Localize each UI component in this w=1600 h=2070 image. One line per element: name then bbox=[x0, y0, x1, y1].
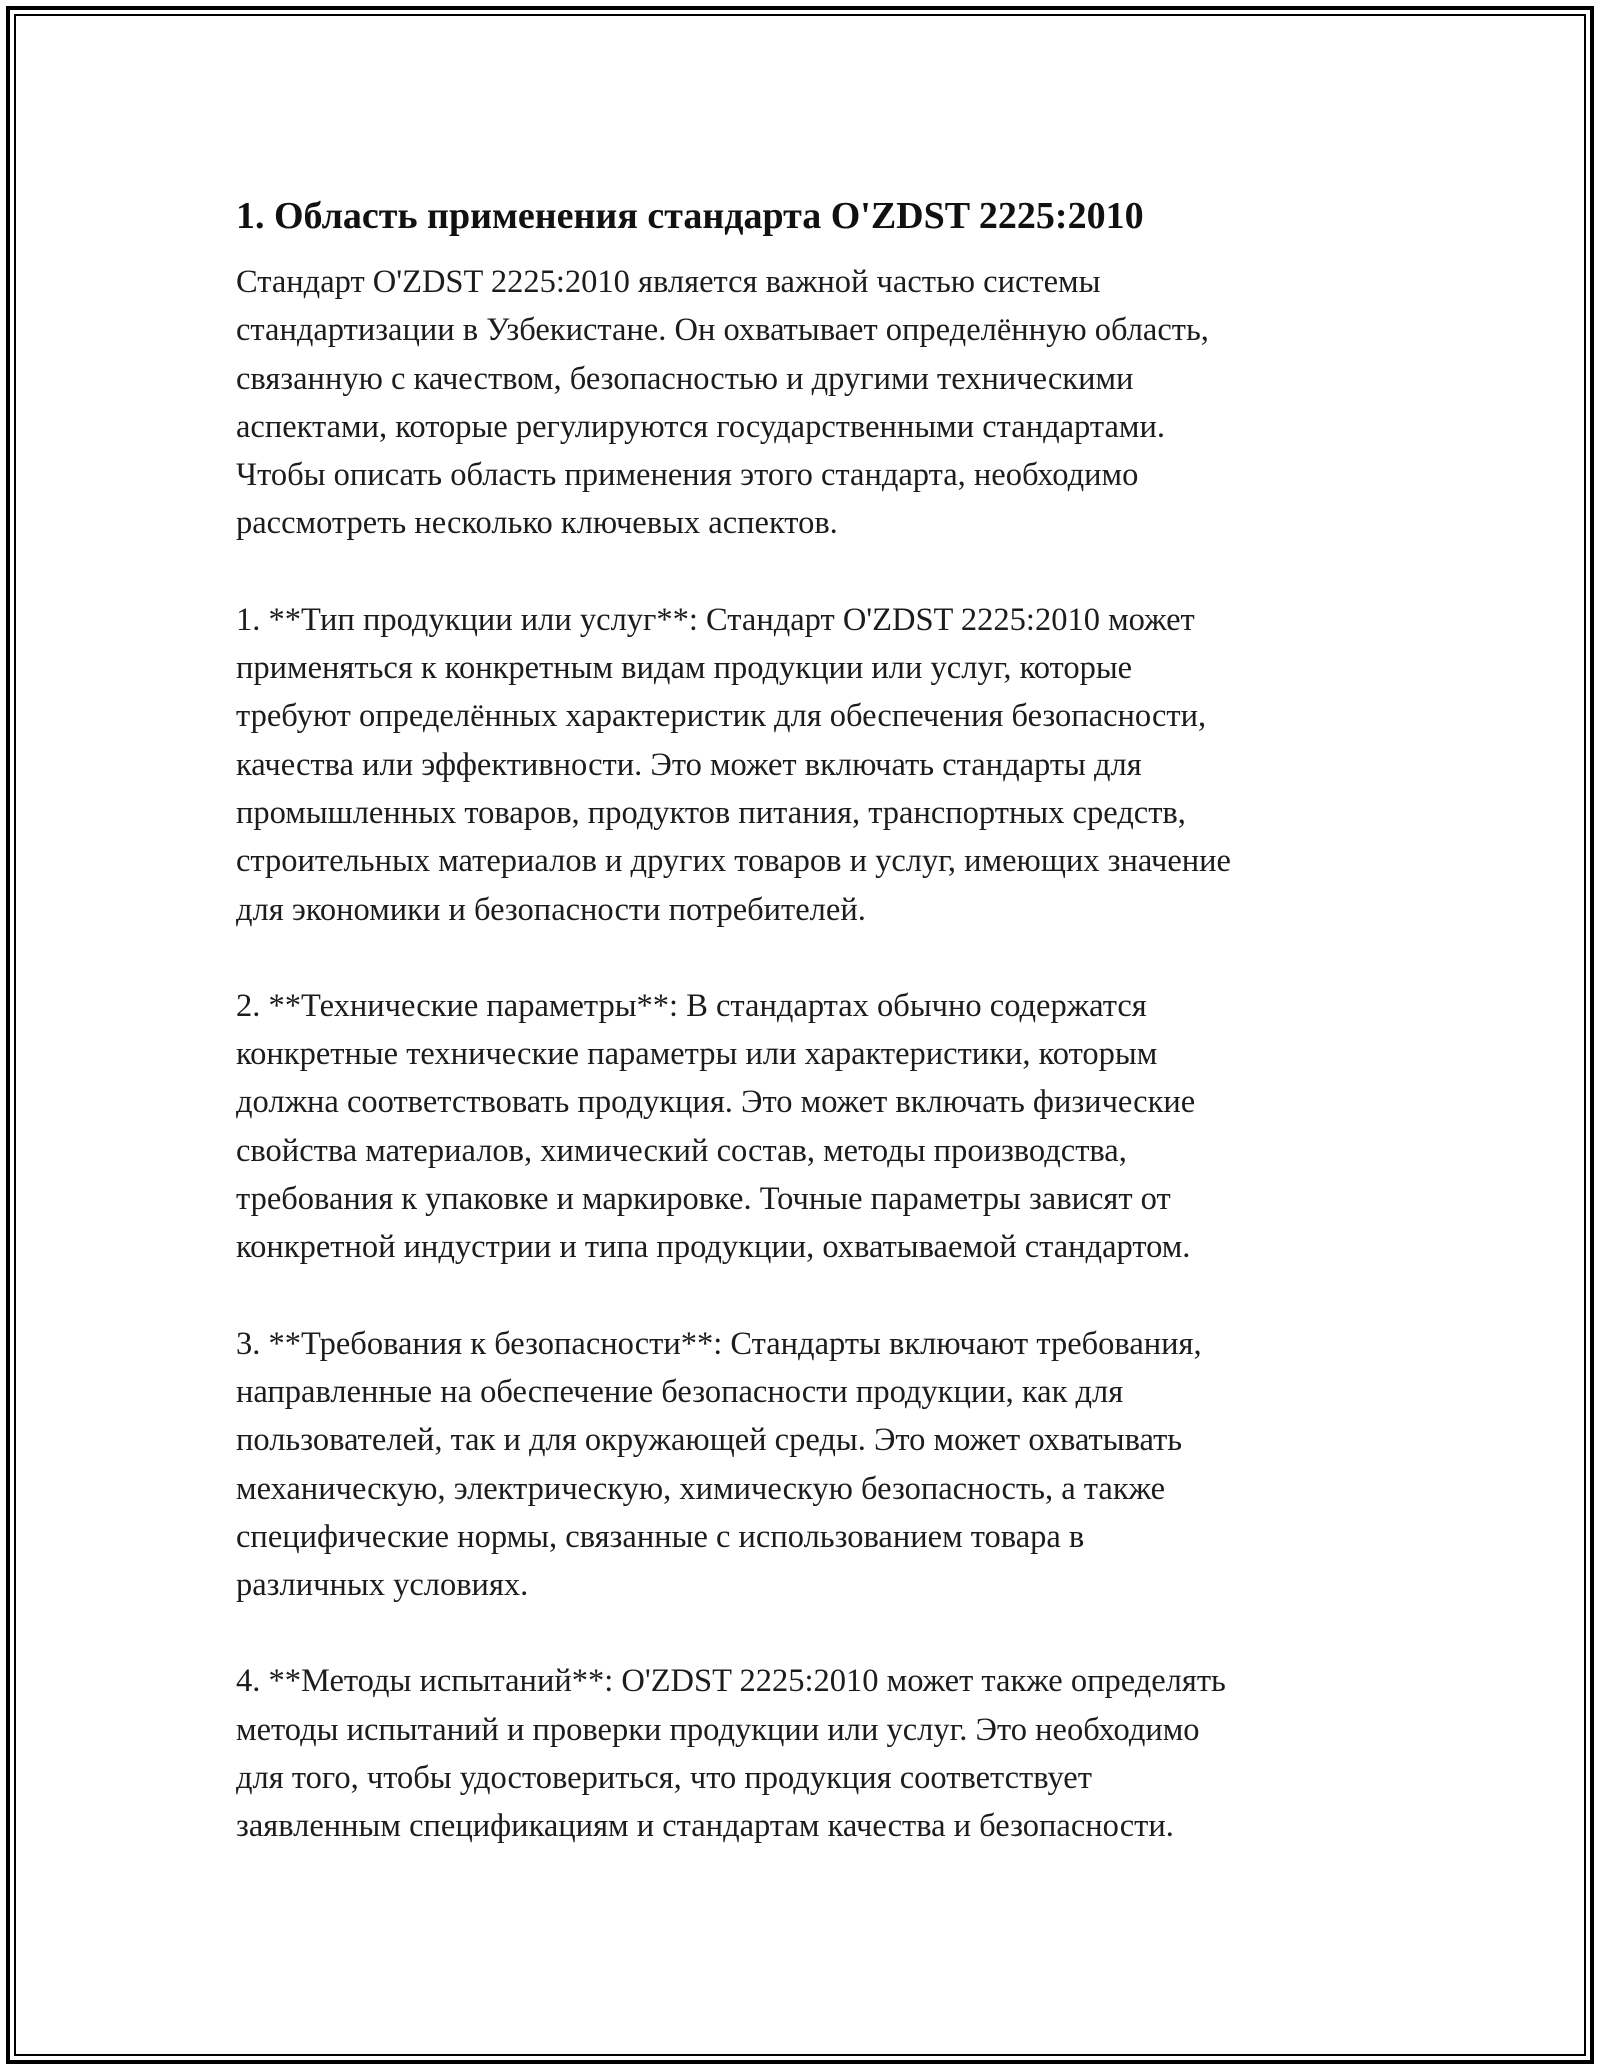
section-heading: 1. Область применения стандарта O'ZDST 2225:2010 bbox=[236, 195, 1144, 237]
list-item-safety-requirements: 3. **Требования к безопасности**: Стандарты включают требования, направленные на обеспечение безопасности продукции, как для пользователей, так и для окружающей среды. Это может охватывать механическую, электрическую, химическую безопасность, а также специфические нормы, связанные с использованием товара в различных условиях. bbox=[236, 1325, 1202, 1604]
list-item-product-type: 1. **Тип продукции или услуг**: Стандарт O'ZDST 2225:2010 может применяться к конкретным видам продукции или услуг, которые требуют определённых характеристик для обеспечения безопасности, качества или эффективности. Это может включать стандарты для промышленных товаров, продуктов питания, транспортных средств, строительных материалов и других товаров и услуг, имеющих значение для экономики и безопасности потребителей. bbox=[236, 601, 1231, 928]
list-item-test-methods: 4. **Методы испытаний**: O'ZDST 2225:2010 может также определять методы испытаний и проверки продукции или услуг. Это необходимо для того, чтобы удостовериться, что продукция соответствует заявленным спецификациям и стандартам качества и безопасности. bbox=[236, 1663, 1226, 1845]
intro-paragraph: Стандарт O'ZDST 2225:2010 является важной частью системы стандартизации в Узбекистане. Он охватывает определённую область, связанную с качеством, безопасностью и другими техническими аспектами, которые регулируются государственными стандартами. Чтобы описать область применения этого стандарта, необходимо рассмотреть несколько ключевых аспектов. bbox=[236, 264, 1209, 542]
document-body bbox=[236, 190, 1376, 1899]
list-item-technical-parameters: 2. **Технические параметры**: В стандартах обычно содержатся конкретные технические параметры или характеристики, которым должна соответствовать продукция. Это может включать физические свойства материалов, химический состав, методы производства, требования к упаковке и маркировке. Точные параметры зависят от конкретной индустрии и типа продукции, охватываемой стандартом. bbox=[236, 987, 1196, 1266]
